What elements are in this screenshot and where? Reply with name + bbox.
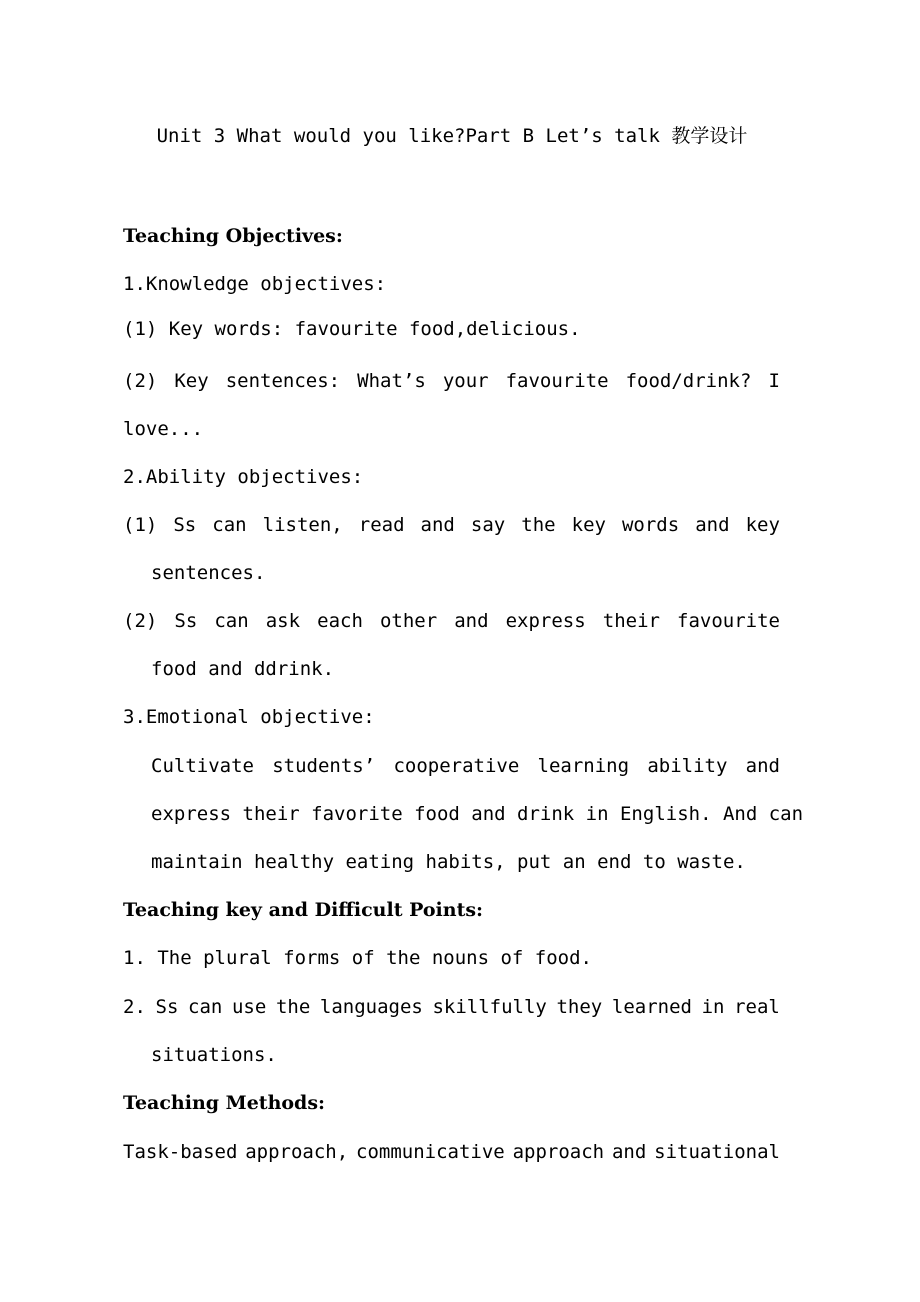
word: key <box>745 514 780 536</box>
word: What’s <box>357 370 426 392</box>
word: Ss <box>174 610 198 632</box>
word: and <box>611 1141 647 1163</box>
word: learning <box>537 755 630 777</box>
word: 2. <box>123 996 146 1018</box>
knowledge-item-2 <box>123 369 780 393</box>
word: situational <box>654 1141 780 1163</box>
ability-objectives-heading: 2.Ability objectives: <box>123 466 364 488</box>
word: can <box>188 996 223 1018</box>
word: I <box>768 370 780 392</box>
teaching-objectives-heading: Teaching Objectives: <box>123 225 343 247</box>
word: cooperative <box>393 755 520 777</box>
keypoint-item-2-continued: situations. <box>151 1044 277 1066</box>
word: Key <box>174 370 209 392</box>
keypoint-item-1: 1. The plural forms of the nouns of food. <box>123 947 592 969</box>
word: each <box>317 610 363 632</box>
ability-item-1 <box>123 513 780 537</box>
ability-item-2 <box>123 609 780 633</box>
word: their <box>602 610 660 632</box>
word: skillfully <box>432 996 547 1018</box>
word: express <box>505 610 586 632</box>
word: approach <box>512 1141 605 1163</box>
emotional-paragraph-line-2: express their favorite food and drink in English. And can <box>151 803 804 825</box>
word: read <box>358 514 405 536</box>
word: (2) <box>123 610 158 632</box>
word: can <box>212 514 247 536</box>
word: languages <box>319 996 423 1018</box>
word: in <box>701 996 725 1018</box>
document-title: Unit 3 What would you like?Part B Let’s talk 教学设计 <box>156 125 748 147</box>
knowledge-item-2-continued: love... <box>123 418 204 440</box>
emotional-paragraph-line-3: maintain healthy eating habits, put an end to waste. <box>151 851 746 873</box>
teaching-methods-heading: Teaching Methods: <box>123 1092 326 1114</box>
word: approach, <box>245 1141 349 1163</box>
emotional-objective-heading: 3.Emotional objective: <box>123 706 375 728</box>
word: Ss <box>173 514 197 536</box>
knowledge-item-1: (1) Key words: favourite food,delicious. <box>123 318 581 340</box>
word: Cultivate <box>151 755 254 777</box>
word: and <box>454 610 489 632</box>
word: your <box>442 370 489 392</box>
word: communicative <box>356 1141 505 1163</box>
word: key <box>571 514 606 536</box>
word: say <box>470 514 506 536</box>
ability-item-2-continued: food and ddrink. <box>151 658 335 680</box>
word: (2) <box>123 370 158 392</box>
word: food/drink? <box>625 370 752 392</box>
word: Task-based <box>123 1141 238 1163</box>
word: (1) <box>123 514 158 536</box>
word: ask <box>265 610 301 632</box>
word: students’ <box>272 755 376 777</box>
key-difficult-points-heading: Teaching key and Difficult Points: <box>123 899 484 921</box>
keypoint-item-2 <box>123 995 780 1019</box>
word: sentences: <box>225 370 341 392</box>
teaching-methods-line <box>123 1140 780 1164</box>
word: other <box>379 610 438 632</box>
word: can <box>214 610 249 632</box>
word: and <box>695 514 730 536</box>
emotional-paragraph-line-1 <box>151 754 780 778</box>
word: use <box>231 996 267 1018</box>
word: favourite <box>677 610 780 632</box>
word: they <box>556 996 603 1018</box>
word: the <box>275 996 311 1018</box>
word: real <box>734 996 780 1018</box>
word: words <box>621 514 680 536</box>
word: the <box>521 514 556 536</box>
word: and <box>420 514 455 536</box>
word: ability <box>647 755 728 777</box>
word: Ss <box>155 996 179 1018</box>
knowledge-objectives-heading: 1.Knowledge objectives: <box>123 273 387 295</box>
word: favourite <box>505 370 609 392</box>
word: listen, <box>262 514 343 536</box>
ability-item-1-continued: sentences. <box>151 562 266 584</box>
word: and <box>745 755 780 777</box>
word: learned <box>611 996 692 1018</box>
